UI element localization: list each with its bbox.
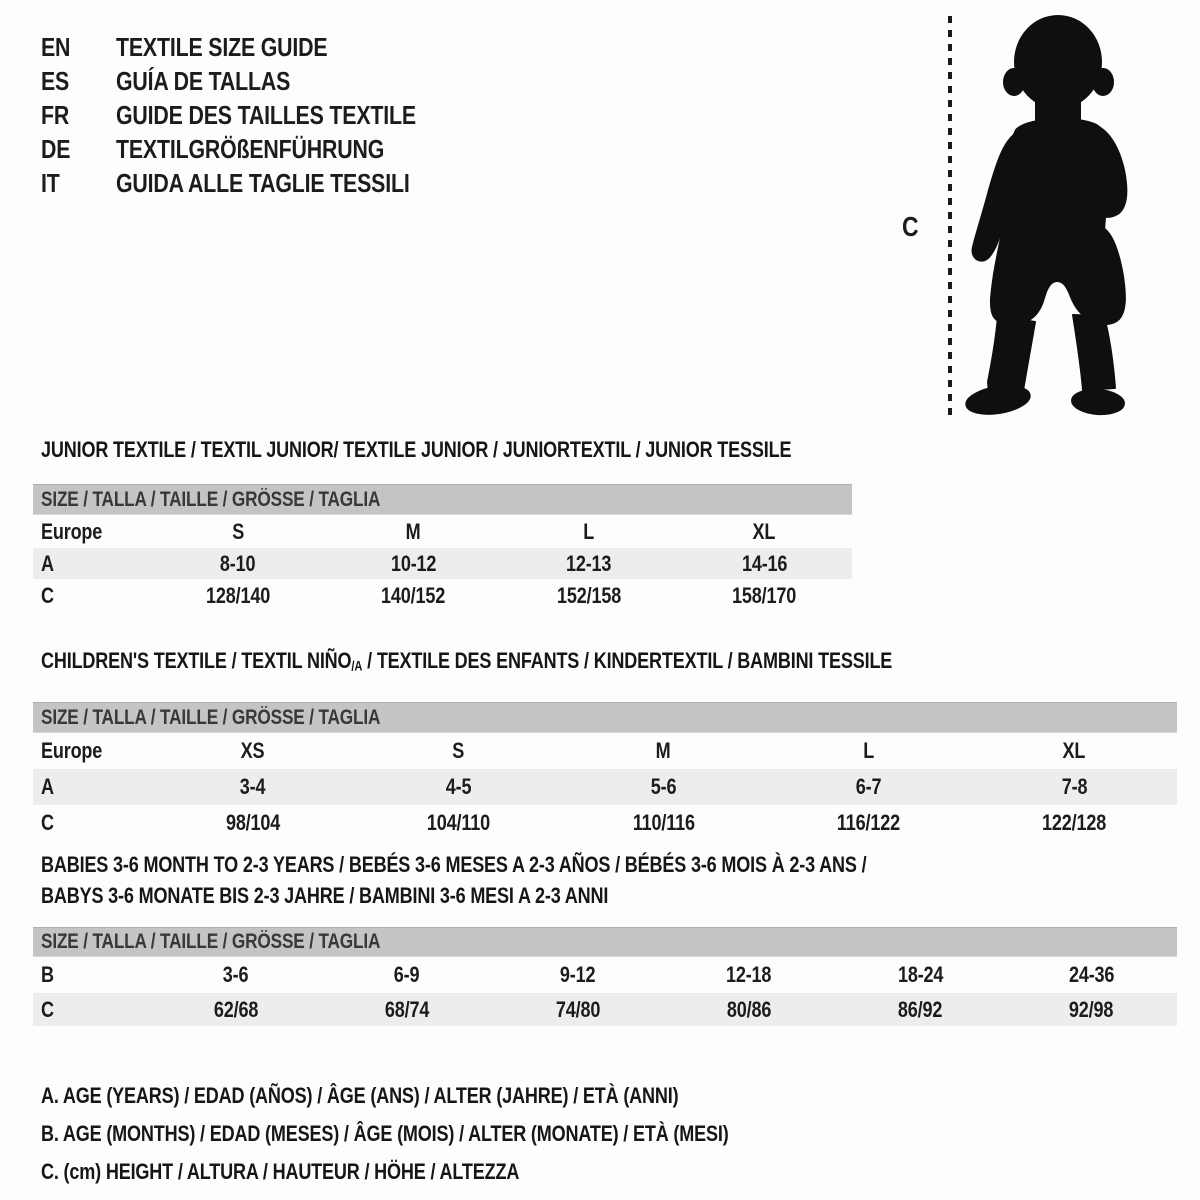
table-cell: 158/170: [732, 582, 797, 608]
language-code: EN: [41, 32, 71, 62]
table-header-row: [33, 733, 1177, 769]
table-header-row: [33, 515, 852, 548]
row-label-cell: B: [41, 962, 54, 987]
table-cell: 104/110: [426, 810, 490, 835]
table-cell: 6-7: [856, 774, 882, 799]
guide-title: TEXTILE SIZE GUIDE: [116, 32, 328, 62]
table-row-a: [33, 548, 852, 579]
table-row-a: [33, 769, 1177, 805]
junior-size-table: [33, 484, 852, 612]
table-cell: 8-10: [220, 550, 256, 576]
table-cell: 62/68: [213, 996, 258, 1022]
column-header-cell: XL: [752, 518, 776, 544]
language-code: IT: [41, 168, 60, 198]
children-size-table: [33, 702, 1177, 841]
table-cell: 14-16: [741, 550, 787, 576]
table-cell: 4-5: [445, 774, 471, 799]
table-row-c: [33, 993, 1177, 1026]
language-row: [41, 98, 482, 132]
guide-title: GUIDE DES TAILLES TEXTILE: [116, 100, 416, 130]
table-cell: 68/74: [384, 996, 429, 1022]
column-header-cell: L: [583, 518, 595, 544]
babies-size-table: [33, 927, 1177, 1026]
row-label-cell: A: [41, 550, 54, 576]
language-row: [41, 30, 482, 64]
language-list: [41, 30, 482, 200]
guide-title: GUIDA ALLE TAGLIE TESSILI: [116, 168, 410, 198]
language-code: DE: [41, 134, 71, 164]
table-cell: 9-12: [560, 962, 596, 987]
table-cell: 86/92: [898, 996, 943, 1022]
table-cell: 74/80: [555, 996, 601, 1022]
section-title-babies-line2: BABYS 3-6 MONATE BIS 2-3 JAHRE / BAMBINI 3-6 MESI A 2-3 ANNI: [41, 883, 609, 908]
table-cell: 18-24: [897, 962, 943, 987]
table-cell: 24-36: [1068, 962, 1115, 987]
legend-line-c: C. (cm) HEIGHT / ALTURA / HAUTEUR / HÖHE / ALTEZZA: [41, 1159, 520, 1184]
table-cell: 92/98: [1069, 996, 1114, 1022]
table-cell: 5-6: [650, 774, 677, 799]
language-code: FR: [41, 100, 70, 130]
language-row: [41, 166, 482, 200]
table-cell: 3-6: [222, 962, 249, 987]
column-header-cell: S: [231, 518, 244, 544]
table-cell: 110/116: [632, 810, 695, 835]
language-row: [41, 132, 482, 166]
table-cell: 122/128: [1042, 810, 1107, 835]
guide-title: TEXTILGRÖßENFÜHRUNG: [116, 134, 385, 164]
height-measure-line: [946, 16, 954, 418]
language-row: [41, 64, 482, 98]
table-cell: 116/122: [837, 810, 901, 835]
column-header-cell: XS: [240, 738, 265, 763]
row-label-cell: C: [41, 810, 54, 835]
table-cell: 140/152: [381, 582, 446, 608]
table-row-b: [33, 957, 1177, 993]
legend-line-b: B. AGE (MONTHS) / EDAD (MESES) / ÂGE (MOIS) / ALTER (MONATE) / ETÀ (MESI): [41, 1121, 729, 1146]
guide-title: GUÍA DE TALLAS: [116, 66, 291, 96]
section-title-junior: JUNIOR TEXTILE / TEXTIL JUNIOR/ TEXTILE JUNIOR / JUNIORTEXTIL / JUNIOR TESSILE: [41, 437, 792, 462]
size-header-bar: SIZE / TALLA / TAILLE / GRÖSSE / TAGLIA: [33, 927, 1177, 957]
column-header-cell: M: [405, 518, 421, 544]
table-cell: 12-13: [566, 550, 612, 576]
row-label-cell: A: [41, 774, 54, 799]
section-title-babies-line1: BABIES 3-6 MONTH TO 2-3 YEARS / BEBÉS 3-6 MESES A 2-3 AÑOS / BÉBÉS 3-6 MOIS À 2-3 ANS /: [41, 852, 867, 877]
legend-line-a: A. AGE (YEARS) / EDAD (AÑOS) / ÂGE (ANS) / ALTER (JAHRE) / ETÀ (ANNI): [41, 1083, 679, 1108]
measure-label-c: C: [902, 211, 919, 242]
table-cell: 10-12: [390, 550, 436, 576]
column-header-cell: M: [656, 738, 671, 763]
table-row-c: [33, 805, 1177, 841]
table-cell: 128/140: [205, 582, 270, 608]
region-label-cell: Europe: [41, 738, 103, 763]
table-cell: 98/104: [225, 810, 280, 835]
column-header-cell: L: [863, 738, 875, 763]
table-cell: 80/86: [726, 996, 772, 1022]
language-code: ES: [41, 66, 70, 96]
toddler-silhouette-image: [958, 10, 1148, 420]
column-header-cell: XL: [1062, 738, 1086, 763]
row-label-cell: C: [41, 996, 54, 1022]
column-header-cell: S: [452, 738, 465, 763]
table-cell: 152/158: [556, 582, 621, 608]
table-cell: 3-4: [239, 774, 266, 799]
size-header-bar: SIZE / TALLA / TAILLE / GRÖSSE / TAGLIA: [33, 702, 1177, 733]
section-title-children: CHILDREN'S TEXTILE / TEXTIL NIÑO/A / TEXTILE DES ENFANTS / KINDERTEXTIL / BAMBINI TESSILE: [41, 648, 893, 674]
size-header-bar: SIZE / TALLA / TAILLE / GRÖSSE / TAGLIA: [33, 484, 852, 515]
region-label-cell: Europe: [41, 518, 103, 544]
row-label-cell: C: [41, 582, 54, 608]
table-cell: 7-8: [1061, 774, 1088, 799]
table-row-c: [33, 579, 852, 612]
table-cell: 6-9: [393, 962, 420, 987]
table-cell: 12-18: [726, 962, 772, 987]
